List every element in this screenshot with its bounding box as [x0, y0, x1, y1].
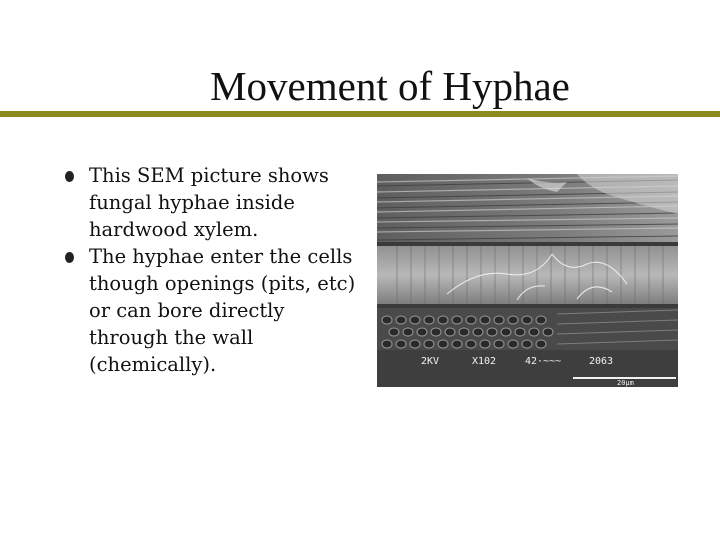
micrograph-label: 42·̴̴̴ — [525, 356, 562, 367]
title-divider — [0, 111, 720, 117]
scale-bar-label: 20µm — [617, 379, 634, 387]
sem-micrograph-art — [377, 174, 678, 387]
bullet-text: This SEM picture shows fungal hyphae inside hardwood xylem. — [89, 164, 329, 241]
bullet-text: The hyphae enter the cells though openings (pits, etc) or can bore directly through the wall (chemically). — [89, 245, 356, 376]
micrograph-label: 2KV — [421, 356, 440, 367]
bullet-item — [65, 243, 365, 378]
vessel-upper-edge — [377, 242, 678, 246]
bullet-dot-icon — [65, 252, 74, 263]
bullet-list — [65, 162, 365, 378]
slide-title: Movement of Hyphae — [210, 63, 570, 109]
bullet-item — [65, 162, 365, 243]
bullet-dot-icon — [65, 171, 74, 182]
vessel-lower-edge — [377, 304, 678, 308]
micrograph-label: X102 — [472, 356, 497, 367]
micrograph-label: 2063 — [589, 356, 614, 367]
vessel-lumen — [377, 244, 678, 306]
sem-micrograph — [377, 174, 678, 387]
